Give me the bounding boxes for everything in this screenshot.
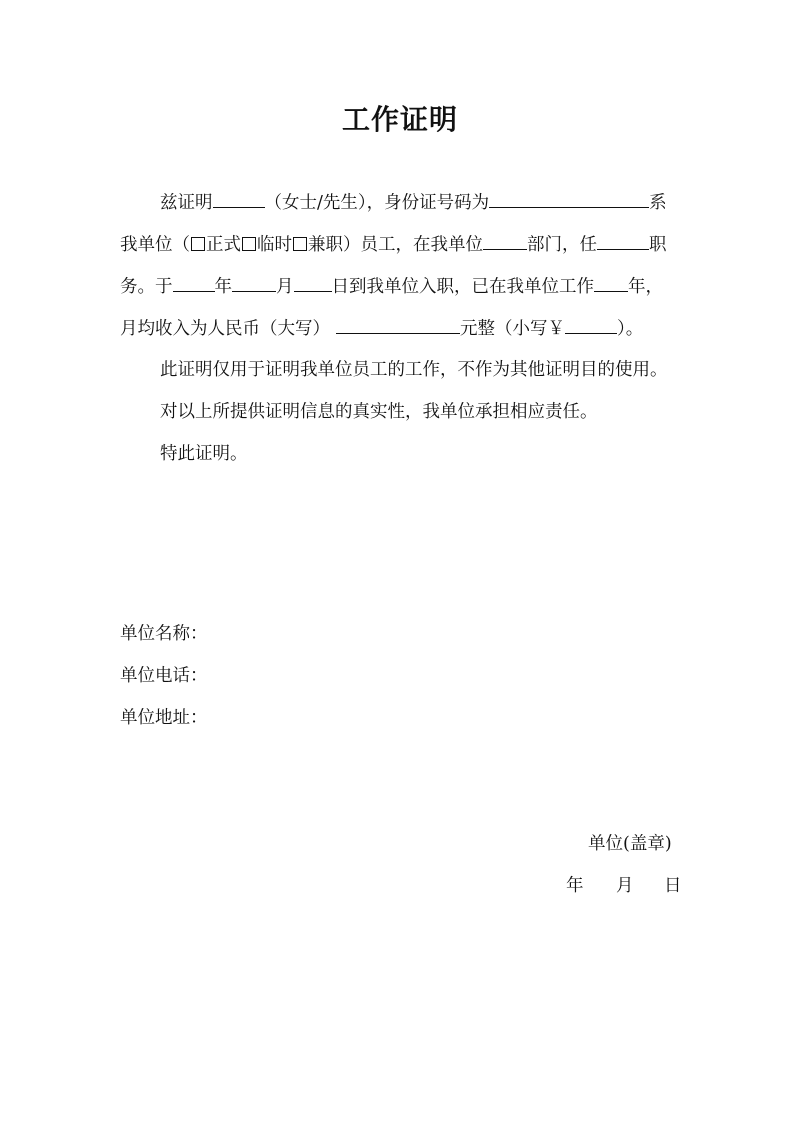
- company-phone-label: 单位电话：: [120, 666, 208, 686]
- text-segment: 日到我单位入职，已在我单位工作: [331, 277, 594, 297]
- closing-statement: 特此证明。: [160, 444, 248, 464]
- entry-month-blank[interactable]: [232, 274, 276, 292]
- date-year-label: 年: [566, 876, 584, 896]
- text-segment: 元整（小写￥: [460, 319, 565, 339]
- text-segment: 务。于: [120, 277, 173, 297]
- text-segment: 职: [649, 235, 667, 255]
- fulltime-checkbox[interactable]: [191, 237, 205, 251]
- body-line-4: [120, 316, 643, 341]
- company-name-label: 单位名称：: [120, 624, 208, 644]
- text-segment: 临时: [257, 235, 292, 255]
- department-blank[interactable]: [483, 232, 527, 250]
- text-segment: 年，: [628, 277, 663, 297]
- text-segment: 兹证明: [160, 193, 213, 213]
- id-number-blank[interactable]: [489, 190, 649, 208]
- body-line-3: [120, 274, 663, 299]
- work-years-blank[interactable]: [594, 274, 628, 292]
- name-blank[interactable]: [213, 190, 265, 208]
- text-segment: 兼职）员工，在我单位: [308, 235, 483, 255]
- text-segment: 月均收入为人民币（大写）: [120, 319, 330, 339]
- text-segment: 年: [214, 277, 232, 297]
- body-line-2: [120, 232, 667, 257]
- text-segment: 部门，任: [527, 235, 597, 255]
- income-uppercase-blank[interactable]: [336, 316, 460, 334]
- purpose-statement: 此证明仅用于证明我单位员工的工作，不作为其他证明目的使用。: [160, 360, 668, 380]
- text-segment: 系: [649, 193, 667, 213]
- date-day-label: 日: [664, 876, 682, 896]
- company-address-label: 单位地址：: [120, 708, 208, 728]
- entry-day-blank[interactable]: [294, 274, 332, 292]
- text-segment: （女士/先生）: [264, 193, 367, 213]
- text-segment: ）。: [617, 319, 644, 339]
- company-seal-label: 单位(盖章): [588, 834, 672, 854]
- parttime-checkbox[interactable]: [293, 237, 307, 251]
- responsibility-statement: 对以上所提供证明信息的真实性，我单位承担相应责任。: [160, 402, 598, 422]
- body-line-1: [160, 190, 667, 215]
- text-segment: 我单位（: [120, 235, 190, 255]
- entry-year-blank[interactable]: [173, 274, 215, 292]
- text-segment: 正式: [206, 235, 241, 255]
- text-segment: ，身份证号码为: [366, 193, 490, 213]
- position-blank[interactable]: [597, 232, 649, 250]
- document-title: 工作证明: [341, 103, 458, 136]
- date-month-label: 月: [616, 876, 634, 896]
- text-segment: 月: [276, 277, 294, 297]
- income-lowercase-blank[interactable]: [565, 316, 617, 334]
- temporary-checkbox[interactable]: [242, 237, 256, 251]
